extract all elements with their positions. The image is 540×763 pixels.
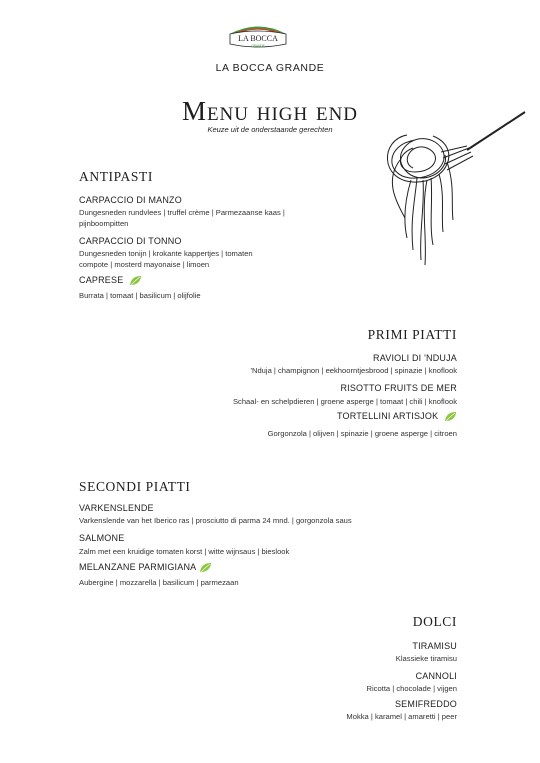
- section-heading-primi: PRIMI PIATTI: [367, 327, 457, 342]
- dish-name: MELANZANE PARMIGIANA: [79, 562, 196, 572]
- dish-name: TORTELLINI ARTISJOK: [336, 411, 439, 421]
- dish-description: Aubergine | mozzarella | basilicum | parmezaan: [79, 578, 239, 587]
- dish-name: CAPRESE: [79, 275, 124, 285]
- section-heading-secondi: SECONDI PIATTI: [79, 479, 191, 494]
- dish-description: pijnboompitten: [79, 219, 129, 228]
- dish-description: Varkenslende van het Iberico ras | prosciutto di parma 24 mnd. | gorgonzola saus: [79, 516, 352, 525]
- dish-name: VARKENSLENDE: [79, 503, 154, 513]
- dish-description: Mokka | karamel | amaretti | peer: [346, 712, 457, 721]
- dish-description: 'Nduja | champignon | eekhoorntjesbrood | spinazie | knoflook: [250, 366, 457, 375]
- dish-description: Ricotta | chocolade | vijgen: [366, 684, 457, 693]
- svg-text:LA BOCCA: LA BOCCA: [238, 34, 278, 43]
- dish-description: Klassieke tiramisu: [395, 654, 457, 663]
- dish-name: CANNOLI: [415, 671, 457, 681]
- dish-name: RAVIOLI DI 'NDUJA: [373, 353, 457, 363]
- section-heading-dolci: DOLCI: [412, 614, 457, 629]
- dish-name: TIRAMISU: [412, 641, 457, 651]
- dish-description: Dungesneden tonijn | krokante kappertjes | tomaten: [79, 249, 253, 258]
- dish-name-row: [337, 411, 457, 422]
- dish-description: compote | mosterd mayonaise | limoen: [79, 260, 210, 269]
- page-subtitle: Keuze uit de onderstaande gerechten: [207, 125, 333, 134]
- dish-description: Burrata | tomaat | basilicum | olijfolie: [79, 291, 201, 300]
- leaf-icon: [129, 275, 142, 286]
- dish-name: CARPACCIO DI MANZO: [79, 195, 182, 205]
- leaf-icon: [199, 562, 212, 573]
- dish-name: RISOTTO FRUITS DE MER: [340, 383, 457, 393]
- spaghetti-fork-icon: [355, 100, 527, 270]
- dish-name: SALMONE: [79, 533, 125, 543]
- dish-name: CARPACCIO DI TONNO: [79, 236, 182, 246]
- dish-description: Schaal- en schelpdieren | groene asperge | tomaat | chili | knoflook: [232, 397, 457, 406]
- dish-name: SEMIFREDDO: [394, 699, 457, 709]
- page-title: Menu high end: [181, 96, 359, 126]
- dish-description: Gorgonzola | olijven | spinazie | groene asperge | citroen: [267, 429, 457, 438]
- leaf-icon: [444, 411, 457, 422]
- dish-name-row: [79, 275, 142, 286]
- dish-description: Zalm met een kruidige tomaten korst | witte wijnsaus | bieslook: [79, 547, 290, 556]
- dish-name-row: [79, 562, 212, 573]
- dish-description: Dungesneden rundvlees | truffel crème | Parmezaanse kaas |: [79, 208, 285, 217]
- brand-name: LA BOCCA GRANDE: [215, 62, 325, 74]
- svg-text:GRANDE: GRANDE: [251, 44, 265, 48]
- section-heading-antipasti: ANTIPASTI: [79, 169, 153, 184]
- la-bocca-logo: [227, 24, 289, 50]
